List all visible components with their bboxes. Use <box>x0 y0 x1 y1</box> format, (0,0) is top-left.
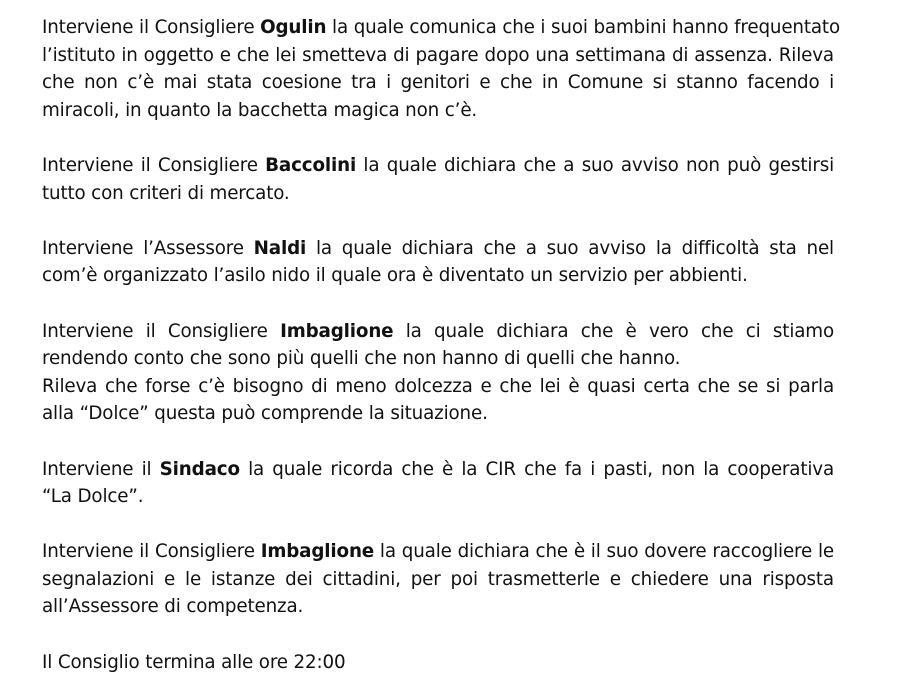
text-line <box>42 400 834 428</box>
text-segment: Interviene l’Assessore <box>42 237 254 259</box>
text-segment: la quale comunica che i suoi bambini hanno frequentato <box>326 17 840 38</box>
text-line <box>42 593 834 621</box>
text-line <box>42 97 834 125</box>
text-segment: miracoli, in quanto la bacchetta magica non c’è. <box>42 99 478 121</box>
text-segment: Interviene il Consigliere <box>42 17 261 38</box>
text-segment: all’Assessore di competenza. <box>42 596 304 618</box>
text-segment: Interviene il Consigliere <box>42 154 266 176</box>
text-line <box>42 235 834 263</box>
text-segment: “La Dolce”. <box>42 486 144 508</box>
text-line <box>42 566 834 594</box>
text-segment: segnalazioni e le istanze dei cittadini, per poi trasmetterle e chiedere una risposta <box>42 568 834 590</box>
paragraph-imbaglione-1 <box>42 318 834 428</box>
paragraph-baccolini <box>42 152 834 207</box>
text-line <box>42 318 834 346</box>
text-segment: l’istituto in oggetto e che lei smetteva di pagare dopo una settimana di assenza. Rileva <box>42 44 834 66</box>
speaker-name: Ogulin <box>260 17 327 38</box>
text-segment: com’è organizzato l’asilo nido il quale ora è diventato un servizio per abbienti. <box>42 265 748 287</box>
text-segment: la quale dichiara che a suo avviso la difficoltà sta nel <box>306 237 834 259</box>
text-line <box>42 180 834 208</box>
text-segment: la quale dichiara che è il suo dovere raccogliere le <box>374 541 834 563</box>
text-segment: Rileva che forse c’è bisogno di meno dolcezza e che lei è quasi certa che se si parla <box>42 375 834 397</box>
text-line <box>42 345 834 373</box>
text-line <box>42 152 834 180</box>
text-segment: la quale ricorda che è la CIR che fa i pasti, non la cooperativa <box>239 458 834 480</box>
text-segment: Il Consiglio termina alle ore 22:00 <box>42 651 346 673</box>
text-segment: la quale dichiara che a suo avviso non può gestirsi <box>356 154 834 176</box>
text-line <box>42 69 834 97</box>
paragraph-sindaco <box>42 456 834 511</box>
speaker-name: Imbaglione <box>260 541 375 563</box>
text-segment: Interviene il <box>42 458 160 480</box>
text-line <box>42 538 834 566</box>
text-line <box>42 456 834 484</box>
text-line <box>42 14 840 42</box>
paragraph-closing <box>42 649 834 677</box>
text-line <box>42 373 834 401</box>
text-segment: Interviene il Consigliere <box>42 541 261 563</box>
text-segment: tutto con criteri di mercato. <box>42 182 290 204</box>
speaker-name: Naldi <box>253 237 307 259</box>
speaker-name: Baccolini <box>265 154 357 176</box>
text-segment: alla “Dolce” questa può comprende la situazione. <box>42 403 488 425</box>
paragraph-naldi <box>42 235 834 290</box>
speaker-name: Sindaco <box>159 458 240 480</box>
speaker-name: Imbaglione <box>280 320 394 342</box>
paragraph-imbaglione-2 <box>42 538 834 621</box>
text-line <box>42 42 834 70</box>
document-page <box>42 14 840 676</box>
text-segment: la quale dichiara che è vero che ci stiamo <box>393 320 834 342</box>
text-line <box>42 262 834 290</box>
text-segment: che non c’è mai stata coesione tra i genitori e che in Comune si stanno facendo i <box>42 72 834 94</box>
text-line <box>42 649 834 677</box>
text-segment: Interviene il Consigliere <box>42 320 281 342</box>
paragraph-ogulin <box>42 14 840 124</box>
text-segment: rendendo conto che sono più quelli che non hanno di quelli che hanno. <box>42 348 681 370</box>
text-line <box>42 483 834 511</box>
